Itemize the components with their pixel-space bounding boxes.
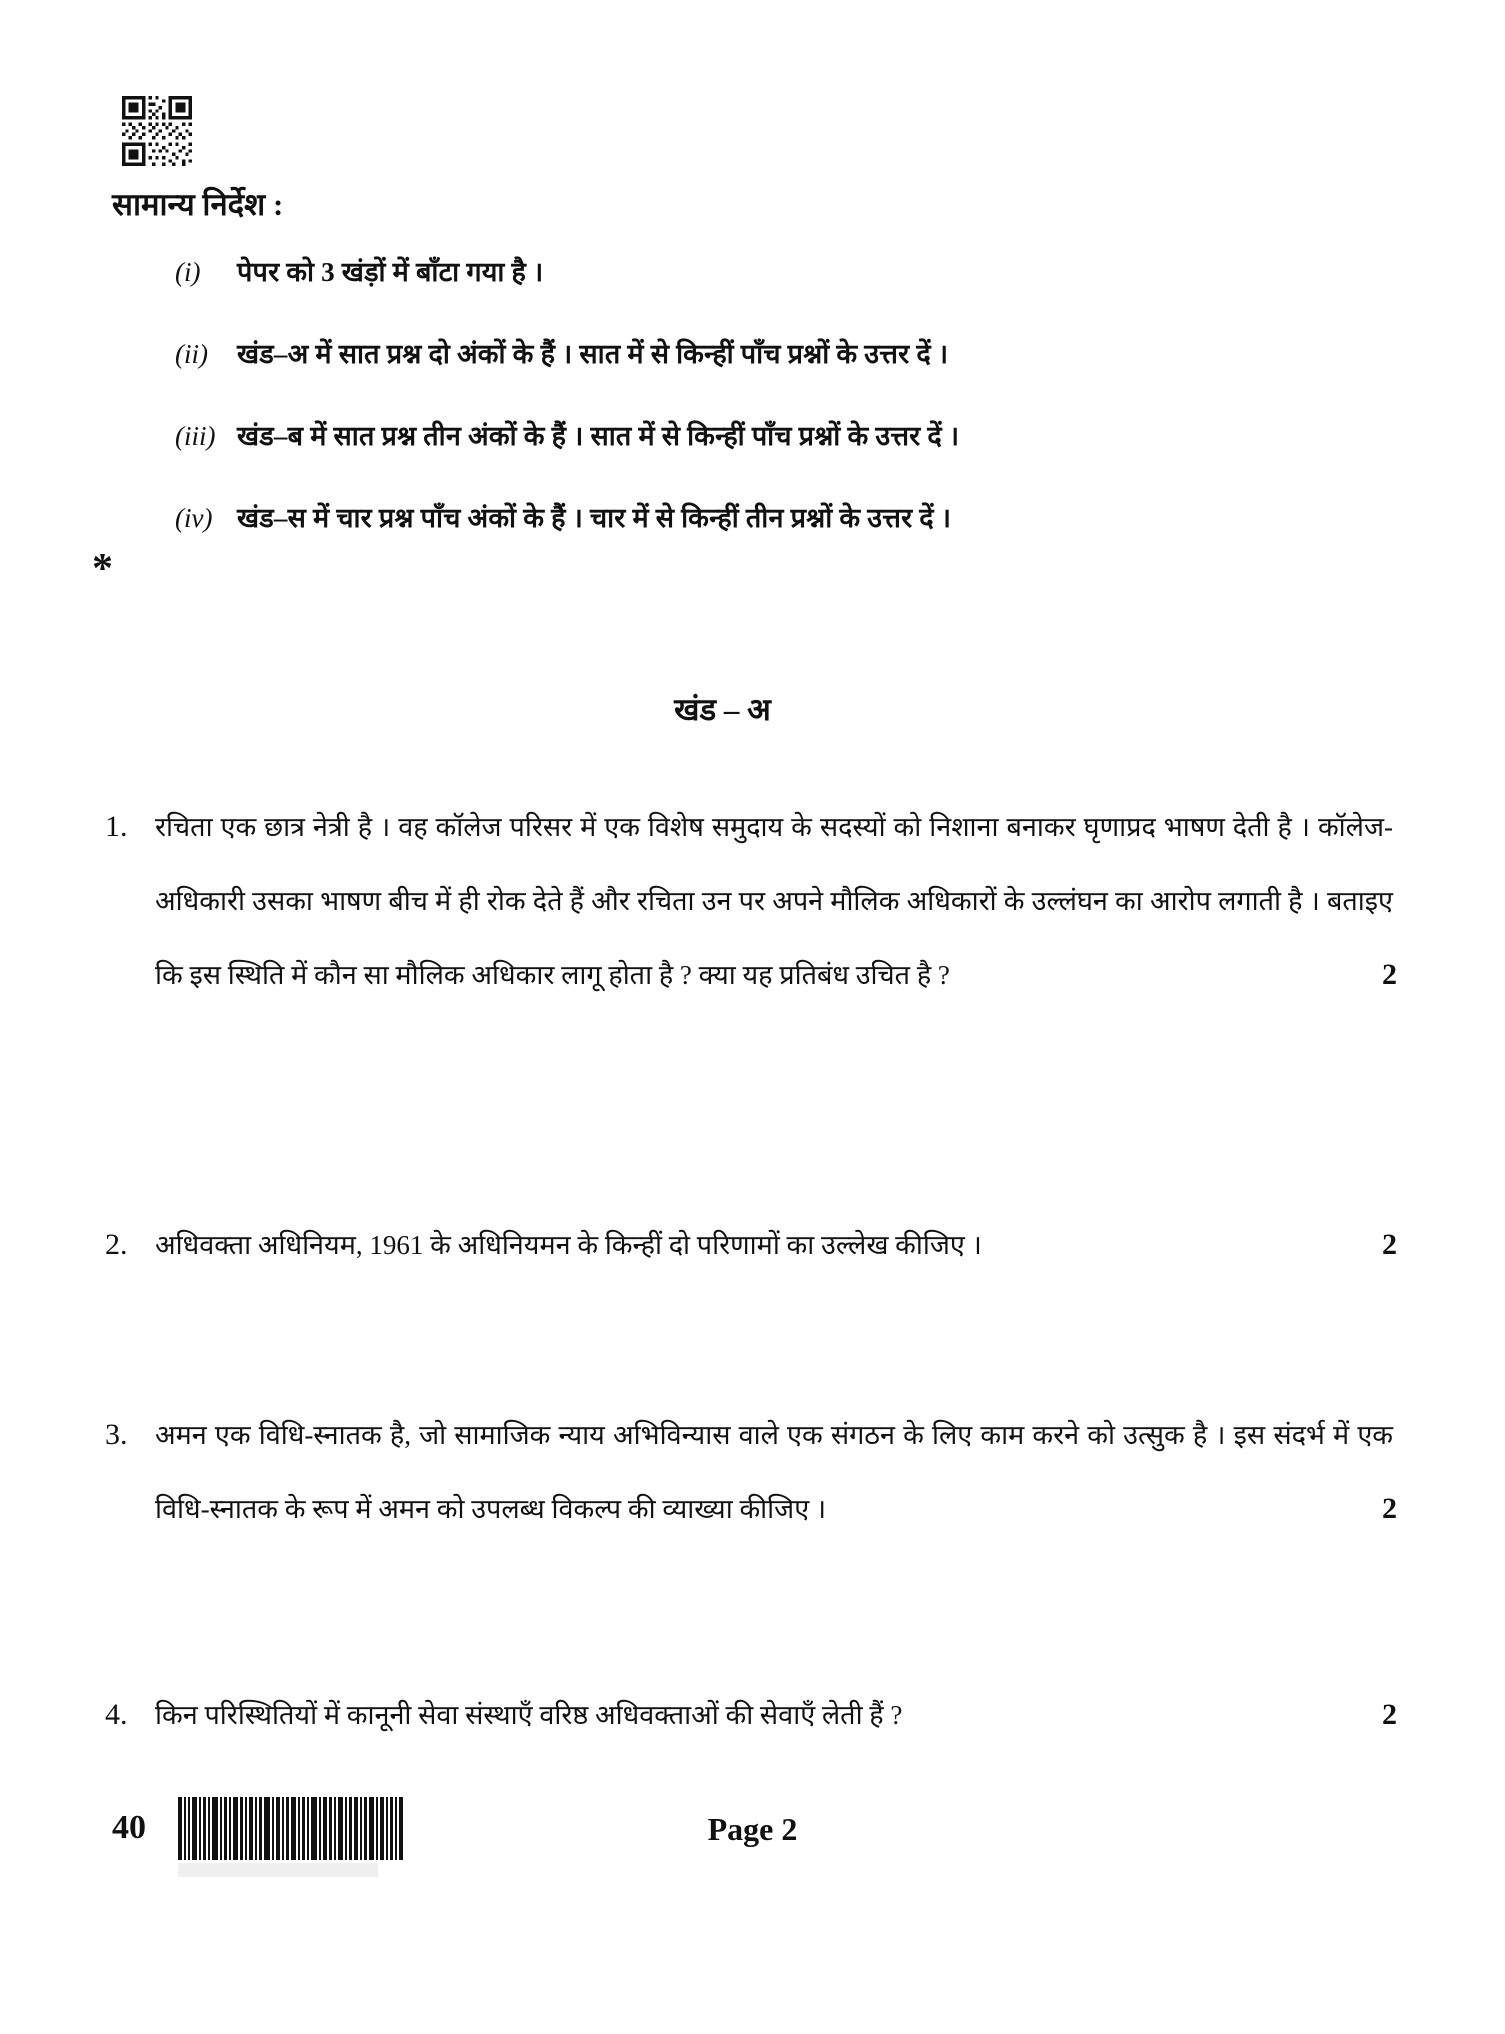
question-number: 4. [105,1698,128,1731]
instruction-item-3 [175,416,1405,453]
question-number: 1. [105,810,128,843]
paper-code: 40 [112,1809,146,1846]
instruction-text: खंड–अ में सात प्रश्न दो अंकों के हैं । सात में से किन्हीं पाँच प्रश्नों के उत्तर दें । [237,339,949,369]
instruction-numeral: (iii) [175,421,216,451]
barcode-shadow [178,1863,378,1877]
question-1 [105,790,1425,1012]
instruction-text: खंड–ब में सात प्रश्न तीन अंकों के हैं । सात में से किन्हीं पाँच प्रश्नों के उत्तर दें । [237,421,960,451]
instruction-text: खंड–स में चार प्रश्न पाँच अंकों के हैं । चार में से किन्हीं तीन प्रश्नों के उत्तर दें । [237,503,952,533]
question-text: अमन एक विधि-स्नातक है, जो सामाजिक न्याय अभिविन्यास वाले एक संगठन के लिए काम करने को उत्सुक है । इस संदर्भ में एक विधि-स्नातक के रूप में अमन को उपलब्ध विकल्प की व्याख्या कीजिए । [155,1420,1393,1524]
question-number: 3. [105,1418,128,1451]
question-4 [105,1678,1425,1752]
question-marks: 2 [1382,1228,1397,1261]
instruction-numeral: (i) [175,257,201,287]
question-marks: 2 [1382,1698,1397,1731]
question-text: अधिवक्ता अधिनियम, 1961 के अधिनियमन के किन्हीं दो परिणामों का उल्लेख कीजिए । [155,1230,982,1260]
qr-code-icon [118,96,196,166]
instruction-numeral: (ii) [175,339,208,369]
general-instructions-list [175,252,1405,580]
instruction-item-2 [175,334,1405,371]
question-marks: 2 [1382,958,1397,991]
note-asterisk: * [92,546,113,592]
question-text: रचिता एक छात्र नेत्री है । वह कॉलेज परिसर में एक विशेष समुदाय के सदस्यों को निशाना बनाकर घृणाप्रद भाषण देती है । कॉलेज-अधिकारी उसका भाषण बीच में ही रोक देते हैं और रचिता उन पर अपने मौलिक अधिकारों के उल्लंघन का आरोप लगाती है । बताइए कि इस स्थिति में कौन सा मौलिक अधिकार लागू होता है ? क्या यह प्रतिबंध उचित है ? [155,812,1393,990]
instruction-item-1 [175,252,1405,289]
question-number: 2. [105,1228,128,1261]
instruction-text: पेपर को 3 खंड़ों में बाँटा गया है । [237,257,544,287]
page-footer [0,1793,1505,1883]
question-3 [105,1398,1425,1546]
instruction-item-4 [175,498,1405,535]
question-text: किन परिस्थितियों में कानूनी सेवा संस्थाएँ वरिष्ठ अधिवक्ताओं की सेवाएँ लेती हैं ? [155,1700,903,1730]
section-heading: खंड – अ [674,692,771,727]
general-instructions-heading: सामान्य निर्देश : [112,187,284,222]
question-marks: 2 [1382,1492,1397,1525]
page-number: Page 2 [707,1811,798,1847]
question-2 [105,1208,1425,1282]
instruction-numeral: (iv) [175,503,213,533]
